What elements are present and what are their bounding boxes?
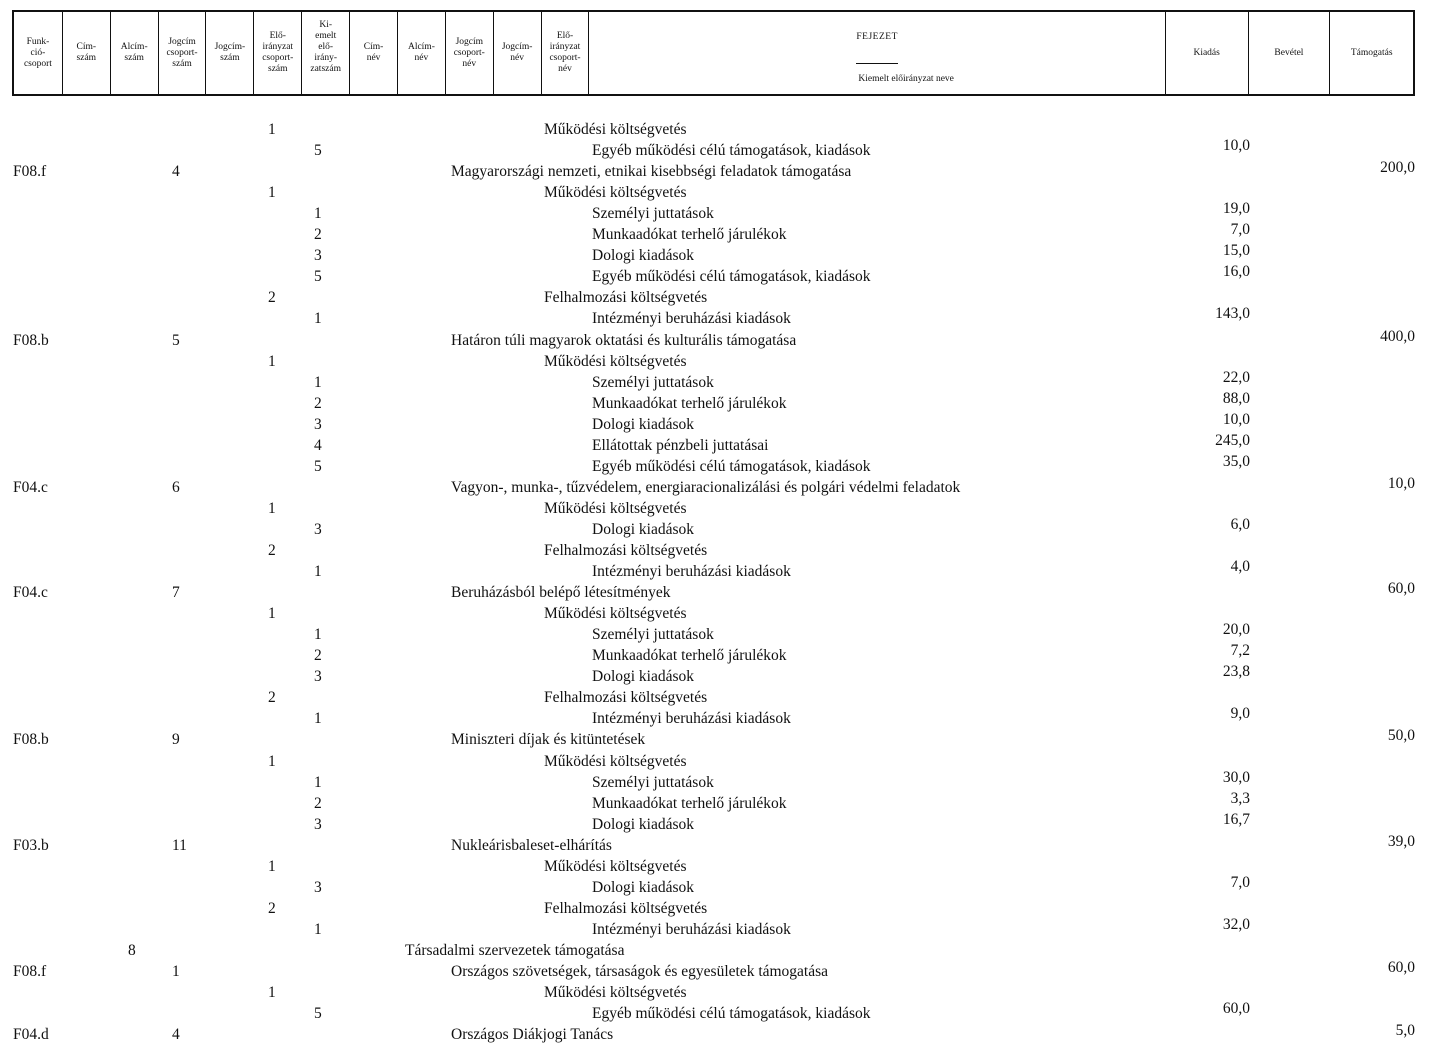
item-name: Társadalmi szervezetek támogatása (405, 941, 625, 959)
kiemelt-eloiranyzat-number: 1 (314, 773, 322, 791)
table-row (0, 452, 1430, 479)
header-alcim-szam: Alcím- szám (111, 12, 159, 94)
header-eloiranyzat-csoport-szam: Elő- irányzat csoport- szám (254, 12, 302, 94)
table-row (0, 500, 1430, 521)
item-name: Egyéb működési célú támogatások, kiadások (592, 268, 871, 286)
eloiranyzat-csoport-number: 1 (268, 752, 276, 770)
header-kiemelt-eloiranyzat-szam: Ki- emelt elő- irány- zatszám (302, 12, 350, 94)
header-cim-szam: Cím- szám (63, 12, 111, 94)
table-row (0, 753, 1430, 774)
table-row (0, 159, 1430, 184)
item-name: Működési költségvetés (544, 752, 687, 770)
kiemelt-eloiranyzat-number: 1 (314, 373, 322, 391)
funkcio-csoport-code: F04.c (13, 584, 48, 602)
table-row (0, 689, 1430, 710)
table-row (0, 810, 1430, 837)
kiadas-value: 7,2 (1230, 642, 1250, 660)
table-row (0, 873, 1430, 900)
tamogatas-value: 50,0 (1387, 727, 1415, 745)
header-bevetel: Bevétel (1249, 12, 1331, 94)
table-row (0, 900, 1430, 921)
header-funkcio-csoport: Funk- ció- csoport (14, 12, 63, 94)
kiadas-value: 16,0 (1222, 263, 1250, 281)
eloiranyzat-csoport-number: 1 (268, 984, 276, 1002)
item-name: Egyéb működési célú támogatások, kiadások (592, 1005, 871, 1023)
jogcimcsoport-number: 1 (172, 963, 180, 980)
header-jogcim-szam: Jogcím- szám (206, 12, 254, 94)
kiadas-value: 4,0 (1230, 558, 1250, 576)
jogcimcsoport-number: 5 (172, 331, 180, 349)
tamogatas-value: 39,0 (1387, 832, 1415, 850)
item-name: Munkaadókat terhelő járulékok (592, 794, 787, 812)
item-name: Határon túli magyarok oktatási és kulturális támogatása (451, 331, 797, 349)
kiadas-value: 10,0 (1222, 137, 1250, 155)
table-row (0, 515, 1430, 542)
kiadas-value: 10,0 (1222, 410, 1250, 428)
item-name: Miniszteri díjak és kitüntetések (451, 731, 646, 749)
eloiranyzat-csoport-number: 2 (268, 542, 276, 559)
jogcimcsoport-number: 4 (172, 1026, 180, 1044)
table-row (0, 605, 1430, 626)
tamogatas-value: 5,0 (1395, 1022, 1415, 1040)
table-row (0, 368, 1430, 395)
tamogatas-value: 200,0 (1380, 159, 1415, 177)
eloiranyzat-csoport-number: 1 (268, 499, 276, 517)
eloiranyzat-csoport-number: 1 (268, 857, 276, 875)
table-row (0, 789, 1430, 816)
kiemelt-eloiranyzat-number: 5 (314, 457, 322, 475)
eloiranyzat-csoport-number: 1 (268, 184, 276, 202)
kiemelt-eloiranyzat-number: 4 (314, 436, 322, 454)
header-jogcimcsoport-nev: Jogcím csoport- név (446, 12, 494, 94)
item-name: Munkaadókat terhelő járulékok (592, 394, 787, 412)
kiadas-value: 23,8 (1222, 663, 1250, 681)
table-row (0, 431, 1430, 458)
item-name: Felhalmozási költségvetés (544, 689, 708, 707)
item-name: Országos szövetségek, társaságok és egyesületek támogatása (451, 963, 829, 980)
item-name: Intézményi beruházási kiadások (592, 710, 791, 728)
kiemelt-eloiranyzat-number: 2 (314, 647, 322, 665)
item-name: Működési költségvetés (544, 499, 687, 517)
cim-number: 8 (128, 941, 136, 959)
tamogatas-value: 60,0 (1387, 959, 1415, 976)
kiemelt-eloiranyzat-number: 1 (314, 563, 322, 581)
tamogatas-value: 400,0 (1380, 327, 1415, 345)
item-name: Felhalmozási költségvetés (544, 289, 708, 307)
table-row (0, 121, 1430, 142)
kiadas-value: 3,3 (1230, 789, 1250, 807)
item-name: Felhalmozási költségvetés (544, 542, 708, 559)
header-eloiranyzat-csoport-nev: Elő- irányzat csoport- név (542, 12, 590, 94)
kiadas-value: 88,0 (1222, 389, 1250, 407)
table-row (0, 663, 1430, 689)
item-name: Működési költségvetés (544, 184, 687, 202)
table-row (0, 580, 1430, 605)
kiemelt-eloiranyzat-number: 1 (314, 710, 322, 728)
item-name: Működési költségvetés (544, 121, 687, 138)
kiemelt-eloiranyzat-number: 5 (314, 268, 322, 286)
item-name: Munkaadókat terhelő járulékok (592, 647, 787, 665)
kiemelt-eloiranyzat-number: 3 (314, 878, 322, 896)
item-name: Ellátottak pénzbeli juttatásai (592, 436, 769, 454)
item-name: Felhalmozási költségvetés (544, 899, 708, 917)
header-kiemelt-nev: Kiemelt előirányzat neve (858, 73, 954, 84)
tamogatas-value: 60,0 (1387, 580, 1415, 598)
eloiranyzat-csoport-number: 2 (268, 689, 276, 707)
kiemelt-eloiranyzat-number: 1 (314, 920, 322, 938)
table-row (0, 705, 1430, 731)
table-row (0, 727, 1430, 752)
table-row (0, 768, 1430, 795)
eloiranyzat-csoport-number: 2 (268, 289, 276, 307)
item-name: Magyarországi nemzeti, etnikai kisebbségi feladatok támogatása (451, 163, 852, 181)
header-jogcimcsoport-szam: Jogcím csoport- szám (159, 12, 207, 94)
item-name: Dologi kiadások (592, 520, 695, 538)
kiadas-value: 7,0 (1230, 873, 1250, 891)
jogcimcsoport-number: 11 (172, 836, 187, 854)
item-name: Személyi juttatások (592, 773, 714, 791)
table-row (0, 200, 1430, 226)
item-name: Működési költségvetés (544, 352, 687, 370)
kiadas-value: 9,0 (1230, 705, 1250, 723)
item-name: Dologi kiadások (592, 668, 695, 686)
kiadas-value: 19,0 (1222, 200, 1250, 218)
item-name: Személyi juttatások (592, 205, 714, 223)
kiadas-value: 15,0 (1222, 242, 1250, 260)
header-kiadas: Kiadás (1166, 12, 1249, 94)
table-row (0, 327, 1430, 353)
item-name: Beruházásból belépő létesítmények (451, 584, 671, 602)
table-row (0, 221, 1430, 247)
table-row (0, 353, 1430, 374)
table-row (0, 1022, 1430, 1047)
funkcio-csoport-code: F04.c (13, 478, 48, 496)
kiemelt-eloiranyzat-number: 5 (314, 1005, 322, 1023)
table-row (0, 1000, 1430, 1026)
kiemelt-eloiranyzat-number: 5 (314, 142, 322, 160)
kiadas-value: 35,0 (1222, 452, 1250, 470)
table-header (12, 10, 1415, 96)
kiemelt-eloiranyzat-number: 3 (314, 668, 322, 686)
item-name: Egyéb működési célú támogatások, kiadások (592, 457, 871, 475)
kiemelt-eloiranyzat-number: 1 (314, 310, 322, 328)
table-row (0, 389, 1430, 416)
kiemelt-eloiranyzat-number: 3 (314, 247, 322, 265)
jogcimcsoport-number: 4 (172, 163, 180, 181)
table-row (0, 984, 1430, 1005)
table-row (0, 642, 1430, 668)
kiemelt-eloiranyzat-number: 3 (314, 415, 322, 433)
table-row (0, 832, 1430, 858)
jogcimcsoport-number: 6 (172, 478, 180, 496)
item-name: Személyi juttatások (592, 373, 714, 391)
kiemelt-eloiranyzat-number: 2 (314, 794, 322, 812)
table-row (0, 242, 1430, 268)
kiemelt-eloiranyzat-number: 3 (314, 520, 322, 538)
tamogatas-value: 10,0 (1387, 474, 1415, 492)
kiadas-value: 60,0 (1222, 1000, 1250, 1018)
funkcio-csoport-code: F04.d (13, 1026, 49, 1044)
item-name: Dologi kiadások (592, 415, 695, 433)
item-name: Személyi juttatások (592, 626, 714, 644)
funkcio-csoport-code: F08.b (13, 731, 49, 749)
item-name: Országos Diákjogi Tanács (451, 1026, 614, 1044)
item-name: Dologi kiadások (592, 878, 695, 896)
item-name: Dologi kiadások (592, 815, 695, 833)
item-name: Egyéb működési célú támogatások, kiadások (592, 142, 871, 160)
kiadas-value: 7,0 (1230, 221, 1250, 239)
item-name: Munkaadókat terhelő járulékok (592, 226, 787, 244)
kiadas-value: 22,0 (1222, 368, 1250, 386)
kiadas-value: 245,0 (1215, 431, 1250, 449)
kiemelt-eloiranyzat-number: 1 (314, 626, 322, 644)
jogcimcsoport-number: 7 (172, 584, 180, 602)
table-row (0, 959, 1430, 984)
table-row (0, 621, 1430, 647)
item-name: Működési költségvetés (544, 605, 687, 623)
kiadas-value: 32,0 (1222, 915, 1250, 933)
table-row (0, 137, 1430, 163)
table-row (0, 474, 1430, 500)
kiadas-value: 30,0 (1222, 768, 1250, 786)
funkcio-csoport-code: F08.f (13, 963, 47, 980)
eloiranyzat-csoport-number: 1 (268, 352, 276, 370)
kiemelt-eloiranyzat-number: 1 (314, 205, 322, 223)
header-fejezet: FEJEZET (856, 12, 898, 64)
kiadas-value: 20,0 (1222, 621, 1250, 639)
kiemelt-eloiranyzat-number: 3 (314, 815, 322, 833)
table-row (0, 263, 1430, 289)
table-row (0, 542, 1430, 563)
table-row (0, 942, 1430, 963)
funkcio-csoport-code: F03.b (13, 836, 49, 854)
header-cim-nev: Cím- név (350, 12, 398, 94)
header-fejezet-group (589, 12, 1165, 94)
item-name: Intézményi beruházási kiadások (592, 920, 791, 938)
table-row (0, 558, 1430, 584)
kiemelt-eloiranyzat-number: 2 (314, 226, 322, 244)
item-name: Működési költségvetés (544, 984, 687, 1002)
table-row (0, 184, 1430, 205)
kiadas-value: 143,0 (1215, 305, 1250, 323)
eloiranyzat-csoport-number: 1 (268, 121, 276, 138)
jogcimcsoport-number: 9 (172, 731, 180, 749)
funkcio-csoport-code: F08.b (13, 331, 49, 349)
item-name: Vagyon-, munka-, tűzvédelem, energiaracionalizálási és polgári védelmi feladatok (451, 478, 961, 496)
eloiranyzat-csoport-number: 1 (268, 605, 276, 623)
item-name: Intézményi beruházási kiadások (592, 563, 791, 581)
item-name: Működési költségvetés (544, 857, 687, 875)
item-name: Intézményi beruházási kiadások (592, 310, 791, 328)
header-alcim-nev: Alcím- név (398, 12, 446, 94)
kiadas-value: 16,7 (1222, 810, 1250, 828)
header-tamogatas: Támogatás (1350, 47, 1393, 58)
kiemelt-eloiranyzat-number: 2 (314, 394, 322, 412)
kiadas-value: 6,0 (1230, 515, 1250, 533)
table-row (0, 915, 1430, 942)
funkcio-csoport-code: F08.f (13, 163, 47, 181)
header-jogcim-nev: Jogcím- név (494, 12, 542, 94)
eloiranyzat-csoport-number: 2 (268, 899, 276, 917)
table-row (0, 305, 1430, 331)
item-name: Nukleárisbaleset-elhárítás (451, 836, 612, 854)
table-row (0, 858, 1430, 879)
item-name: Dologi kiadások (592, 247, 695, 265)
